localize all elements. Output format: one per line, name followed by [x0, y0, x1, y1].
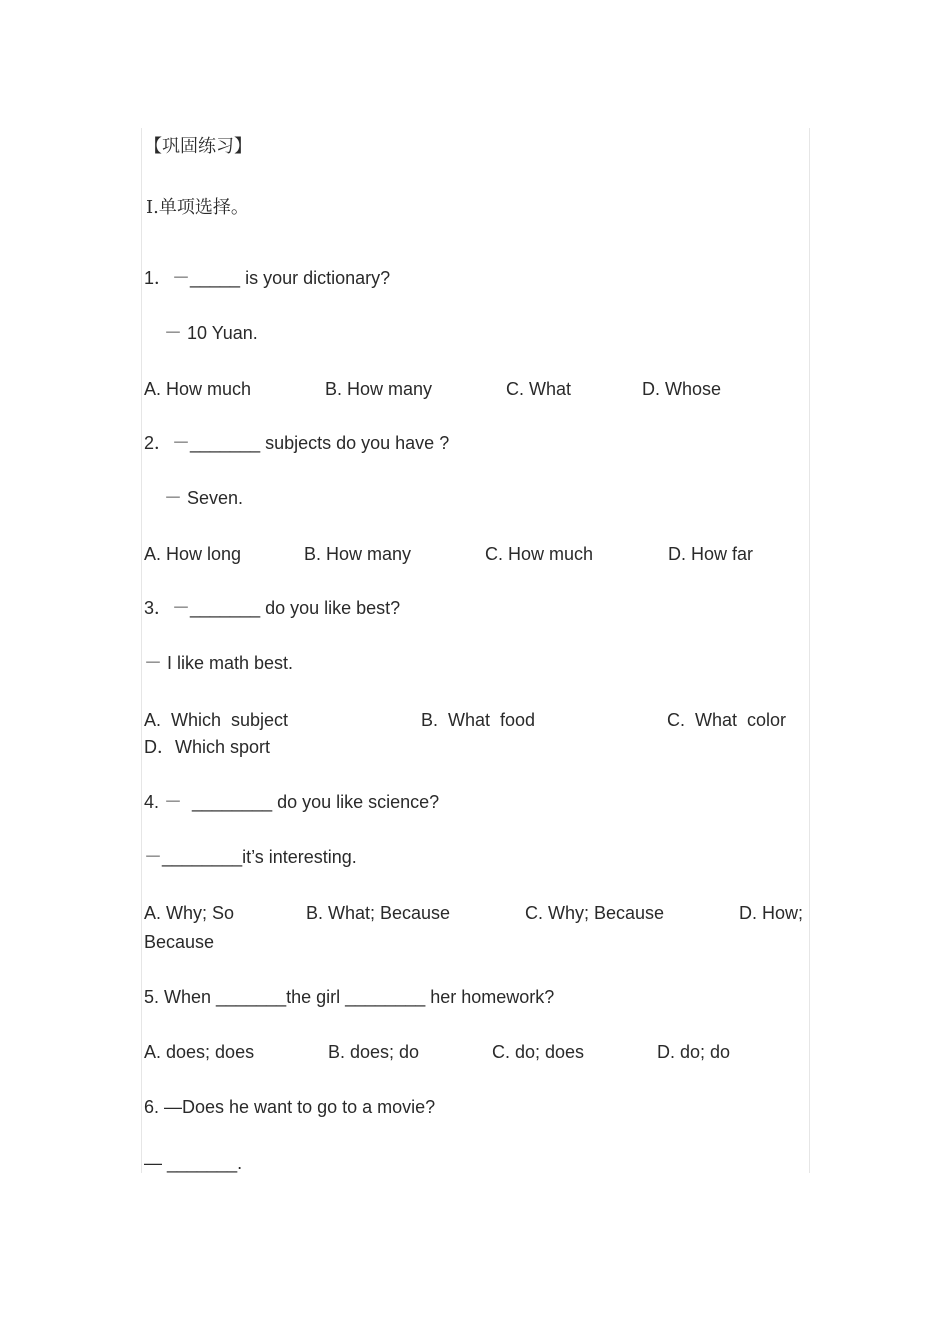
q4-stem: 4. － ________ do you like science? — [144, 792, 440, 812]
q2-answer: － Seven. — [164, 488, 244, 508]
q4-option-b: B. What; Because — [306, 903, 451, 923]
q4-option-d: D. How; — [739, 903, 804, 923]
q3-stem: 3．－_______ do you like best? — [144, 598, 401, 618]
q1-option-c: C. What — [506, 379, 572, 399]
q5-option-b: B. does; do — [328, 1042, 420, 1062]
q1-answer: － 10 Yuan. — [164, 323, 258, 343]
q4-answer: －________it’s interesting. — [144, 847, 357, 867]
section-title: Ⅰ.单项选择。 — [146, 197, 249, 218]
q2-option-d: D. How far — [668, 544, 754, 564]
q2-option-b: B. How many — [304, 544, 412, 564]
exercise-heading: 【巩固练习】 — [144, 136, 252, 157]
q4-option-a: A. Why; So — [144, 903, 235, 923]
q6-answer: — _______. — [144, 1153, 243, 1173]
q1-option-b: B. How many — [325, 379, 433, 399]
q5-option-d: D. do; do — [657, 1042, 731, 1062]
q4-option-d-continued: Because — [144, 932, 215, 952]
q5-option-a: A. does; does — [144, 1042, 255, 1062]
q4-option-c: C. Why; Because — [525, 903, 665, 923]
q3-option-c: C. What color — [667, 710, 787, 730]
q2-stem: 2．－_______ subjects do you have ? — [144, 433, 450, 453]
q5-option-c: C. do; does — [492, 1042, 585, 1062]
q3-option-d: D．Which sport — [144, 737, 271, 757]
q3-answer: － I like math best. — [144, 653, 294, 673]
q2-option-c: C. How much — [485, 544, 594, 564]
q5-stem: 5. When _______the girl ________ her homework? — [144, 987, 555, 1007]
q1-stem: 1．－_____ is your dictionary? — [144, 268, 391, 288]
q1-option-d: D. Whose — [642, 379, 722, 399]
q1-option-a: A. How much — [144, 379, 252, 399]
q3-option-b: B. What food — [421, 710, 536, 730]
q2-option-a: A. How long — [144, 544, 242, 564]
q6-stem: 6. —Does he want to go to a movie? — [144, 1097, 436, 1117]
q3-option-a: A. Which subject — [144, 710, 289, 730]
